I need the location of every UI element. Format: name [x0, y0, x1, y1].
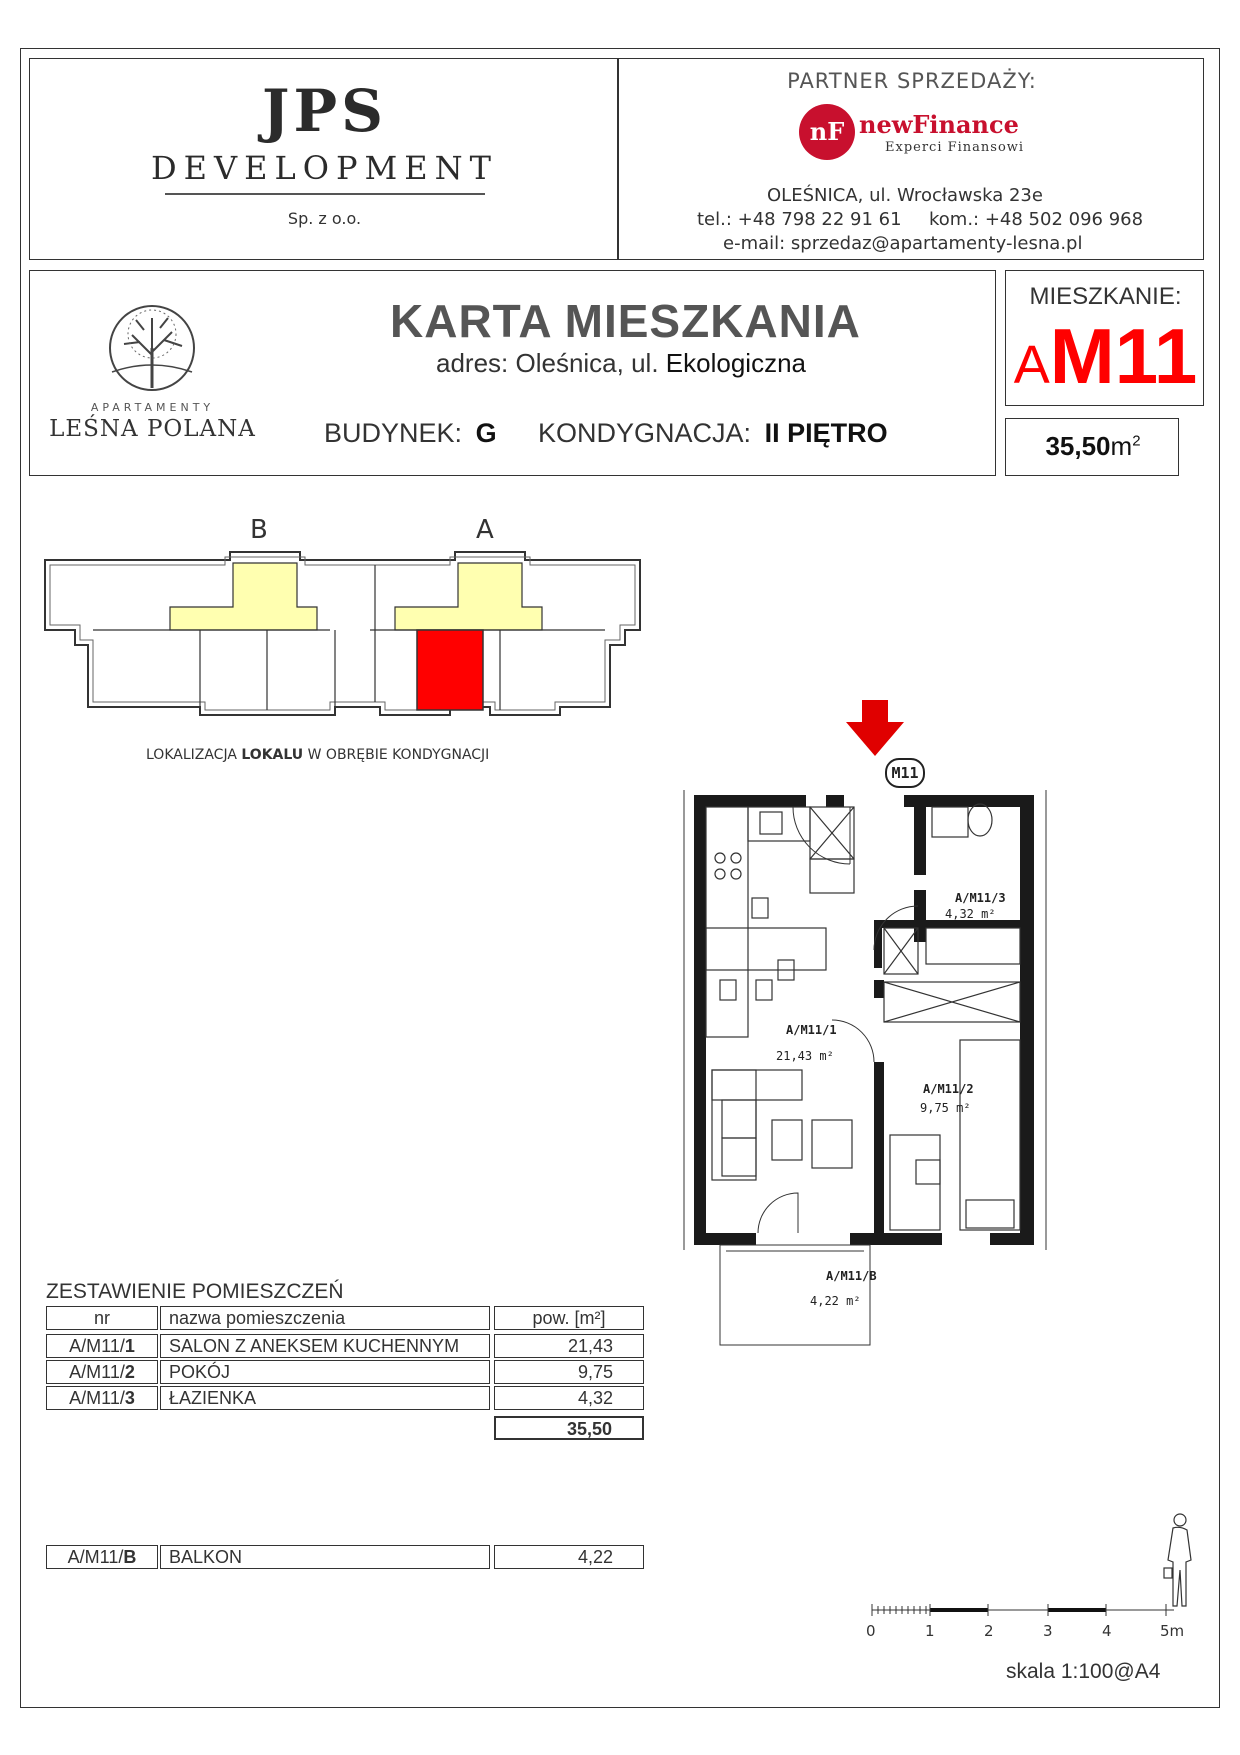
balcony-nr-prefix: A/M11/	[67, 1547, 124, 1567]
area-exp: 2	[1132, 432, 1141, 450]
area-box	[1005, 418, 1179, 476]
table-header-area: pow. [m²]	[494, 1306, 644, 1330]
address	[436, 348, 806, 379]
balcony-area: 4,22	[494, 1545, 644, 1569]
table-row-1-name: SALON Z ANEKSEM KUCHENNYM	[160, 1334, 490, 1358]
wing-a-label: A	[476, 515, 494, 545]
wing-b-label: B	[250, 515, 268, 545]
table-row-3-area: 4,32	[494, 1386, 644, 1410]
partner-tagline: Experci Finansowi	[885, 140, 1025, 155]
scale-tick-0: 0	[866, 1622, 876, 1640]
project-logo	[40, 300, 265, 450]
apartment-label: MIESZKANIE:	[1029, 283, 1182, 310]
developer-sub: DEVELOPMENT	[151, 149, 498, 187]
table-total: 35,50	[494, 1416, 644, 1440]
area-total	[1006, 431, 1180, 462]
apartment-number: M11	[1049, 312, 1198, 400]
partner-logo-mark	[799, 104, 855, 160]
table-row-2-nr	[46, 1360, 158, 1384]
unit-tag-text: M11	[891, 764, 919, 782]
rooms-table-title: ZESTAWIENIE POMIESZCZEŃ	[46, 1280, 344, 1303]
table-header-nr: nr	[46, 1306, 158, 1330]
room-b-area: 4,22 m²	[810, 1294, 861, 1308]
entrance-arrow-icon	[840, 700, 910, 760]
partner-logo	[799, 104, 1059, 164]
location-caption-post: W OBRĘBIE KONDYGNACJI	[307, 747, 490, 763]
balcony-nr-suffix: B	[123, 1547, 137, 1567]
room-3-area: 4,32 m²	[945, 907, 996, 921]
table-row-3-name: ŁAZIENKA	[160, 1386, 490, 1410]
scale-bar	[870, 1600, 1190, 1620]
developer-box	[29, 58, 618, 260]
location-caption	[146, 747, 489, 763]
developer-logo	[30, 79, 619, 228]
partner-box	[618, 58, 1204, 260]
partner-label: PARTNER SPRZEDAŻY:	[787, 69, 1037, 93]
partner-phone: tel.: +48 798 22 91 61	[697, 209, 902, 230]
room-b-id: A/M11/B	[826, 1269, 877, 1283]
balcony-name: BALKON	[160, 1545, 490, 1569]
developer-legal: Sp. z o.o.	[287, 209, 362, 228]
location-caption-bold: LOKALU	[241, 747, 304, 763]
apartment-box	[1005, 270, 1204, 406]
scale-tick-5: 5m	[1160, 1622, 1185, 1640]
partner-mobile: kom.: +48 502 096 968	[929, 209, 1144, 230]
scale-label: skala 1:100@A4	[1006, 1660, 1161, 1683]
floor-value: II PIĘTRO	[764, 418, 888, 448]
developer-name: JPS	[262, 77, 387, 145]
table-row-3-nr	[46, 1386, 158, 1410]
table-row-1-area: 21,43	[494, 1334, 644, 1358]
building	[324, 418, 497, 449]
table-row-1-nr-prefix: A/M11/	[69, 1336, 125, 1356]
table-row-3-nr-prefix: A/M11/	[69, 1388, 125, 1408]
floor-label: KONDYGNACJA:	[538, 418, 752, 448]
scale-tick-1: 1	[925, 1622, 935, 1640]
table-row-2-nr-suffix: 2	[124, 1362, 135, 1382]
address-label: adres: Oleśnica, ul.	[436, 348, 659, 378]
building-value: G	[475, 418, 497, 448]
key-plan	[40, 550, 650, 720]
card-title: KARTA MIESZKANIA	[390, 295, 861, 347]
person-silhouette-icon	[1158, 1510, 1198, 1610]
scale-tick-3: 3	[1043, 1622, 1053, 1640]
balcony-table	[46, 1545, 644, 1573]
partner-email: e-mail: sprzedaz@apartamenty-lesna.pl	[723, 233, 1083, 254]
apartment-prefix: A	[1013, 335, 1050, 395]
floor	[538, 418, 888, 449]
address-value: Ekologiczna	[665, 348, 806, 378]
apartment-id	[1006, 311, 1205, 402]
table-header-name: nazwa pomieszczenia	[160, 1306, 490, 1330]
table-row-2-area: 9,75	[494, 1360, 644, 1384]
partner-logo-mark-text: nF	[809, 117, 845, 146]
area-unit: m	[1110, 431, 1133, 461]
logo-rule	[165, 193, 485, 195]
room-3-id: A/M11/3	[955, 891, 1006, 905]
tree-icon	[40, 300, 265, 395]
room-1-area: 21,43 m²	[776, 1049, 834, 1063]
table-row-1-nr	[46, 1334, 158, 1358]
room-2-id: A/M11/2	[923, 1082, 974, 1096]
floor-plan	[680, 790, 1060, 1350]
rooms-table	[46, 1306, 644, 1439]
area-value: 35,50	[1045, 431, 1111, 461]
location-caption-pre: LOKALIZACJA	[146, 747, 237, 763]
table-row-2-name: POKÓJ	[160, 1360, 490, 1384]
project-small: APARTAMENTY	[90, 401, 215, 414]
table-row-1-nr-suffix: 1	[124, 1336, 135, 1356]
scale-tick-2: 2	[984, 1622, 994, 1640]
project-name: LEŚNA POLANA	[49, 416, 256, 442]
partner-address: OLEŚNICA, ul. Wrocławska 23e	[767, 185, 1043, 206]
table-row-3-nr-suffix: 3	[124, 1388, 135, 1408]
unit-tag	[885, 758, 925, 788]
building-label: BUDYNEK:	[324, 418, 463, 448]
scale-tick-4: 4	[1102, 1622, 1112, 1640]
room-1-id: A/M11/1	[786, 1023, 837, 1037]
key-plan-unit-highlight	[417, 630, 483, 710]
partner-name: newFinance	[859, 110, 1019, 139]
balcony-nr	[46, 1545, 158, 1569]
table-row-2-nr-prefix: A/M11/	[69, 1362, 125, 1382]
room-2-area: 9,75 m²	[920, 1101, 971, 1115]
